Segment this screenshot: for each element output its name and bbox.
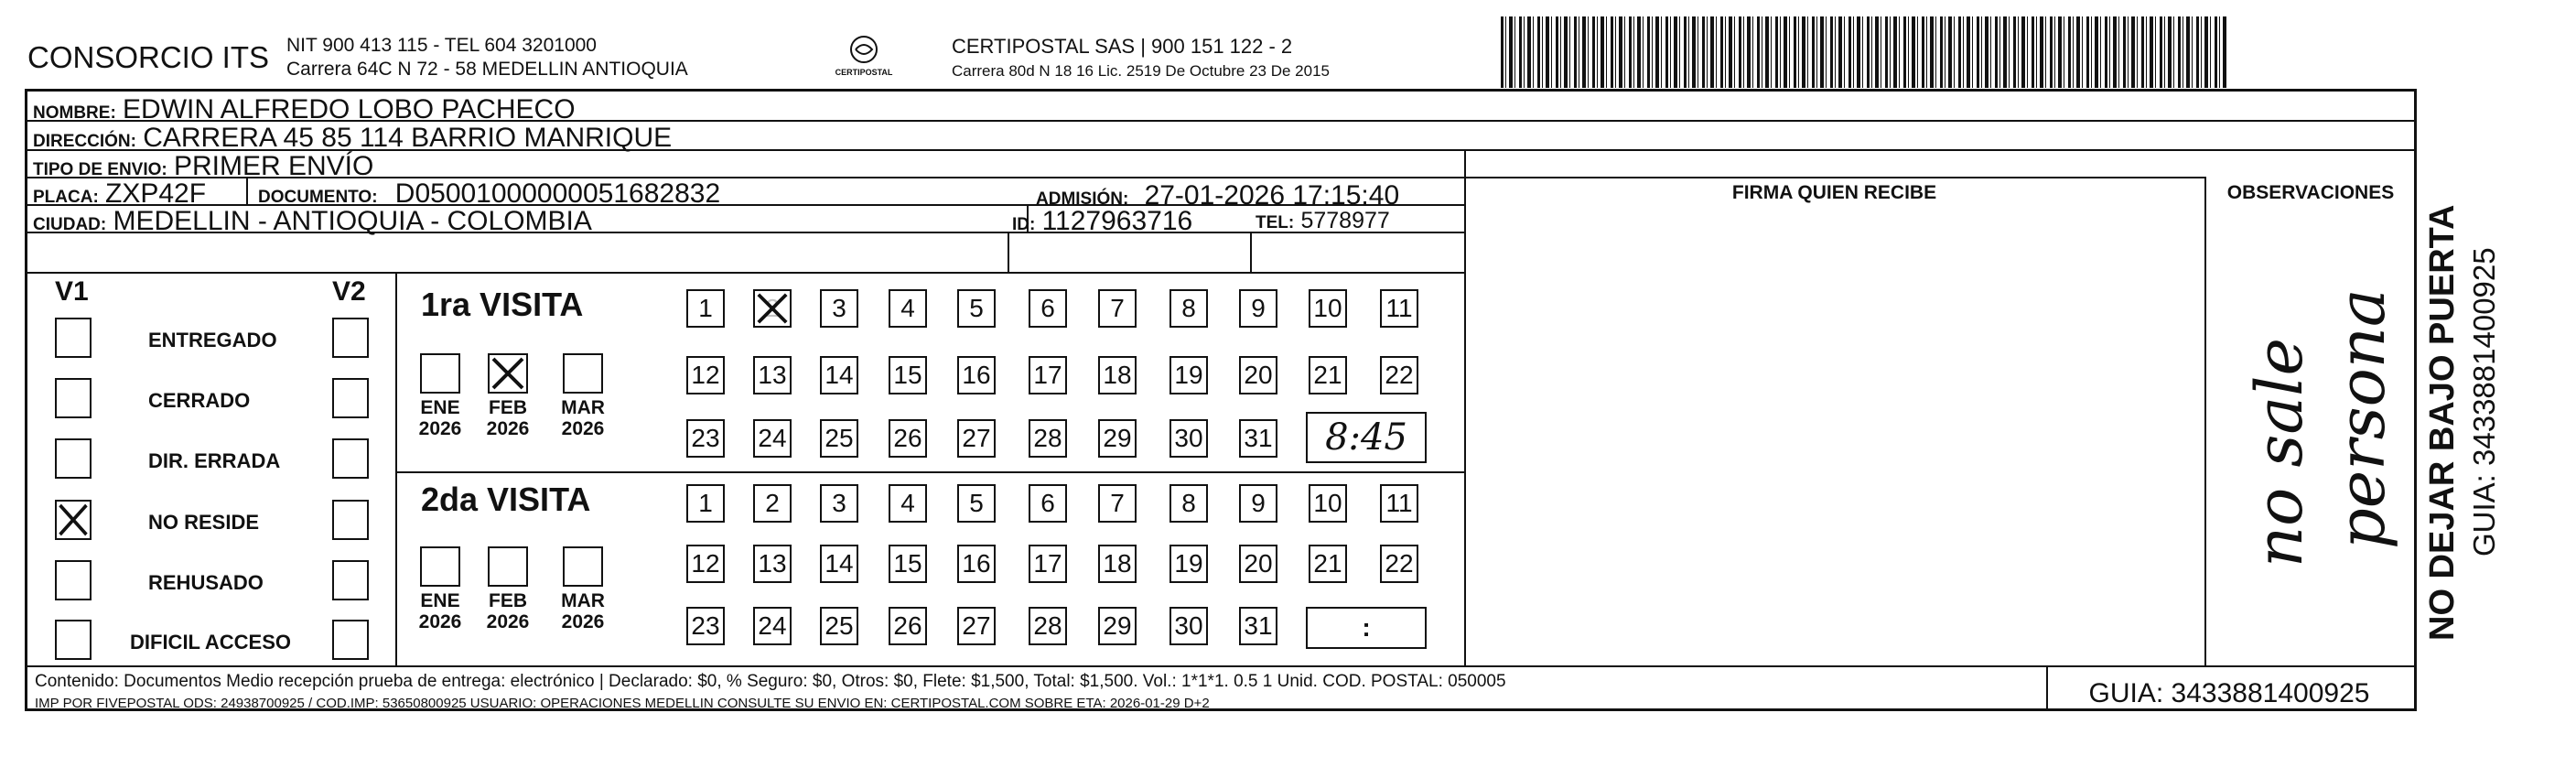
second-visit-day-26[interactable]	[889, 607, 927, 645]
ciudad-field	[33, 208, 592, 235]
first-visit-day-12[interactable]	[686, 356, 725, 394]
first-visit-month-ene-checkbox[interactable]	[420, 353, 460, 394]
first-visit-day-11-label: 11	[1385, 294, 1413, 322]
second-visit-day-22-label: 22	[1385, 549, 1414, 578]
first-visit-day-28-label: 28	[1033, 424, 1062, 452]
v2-checkbox-dificil-acceso[interactable]	[332, 620, 369, 660]
second-visit-day-15[interactable]	[889, 545, 927, 583]
second-visit-day-19[interactable]	[1169, 545, 1208, 583]
first-visit-day-20-label: 20	[1244, 361, 1273, 389]
first-visit-day-31-label: 31	[1244, 424, 1273, 452]
first-visit-month-ene-label: ENE 2026	[418, 397, 462, 440]
ciudad-label: CIUDAD:	[33, 215, 107, 234]
second-visit-day-13[interactable]	[753, 545, 792, 583]
first-visit-day-30[interactable]	[1169, 419, 1208, 458]
v1-checkbox-no-reside[interactable]	[55, 500, 92, 540]
first-visit-day-10-label: 10	[1313, 294, 1342, 322]
second-visit-day-10[interactable]	[1309, 484, 1347, 523]
v1-checkbox-cerrado[interactable]	[55, 378, 92, 418]
first-visit-day-18[interactable]	[1098, 356, 1137, 394]
company-nit: NIT 900 413 115 - TEL 604 3201000	[286, 35, 597, 56]
carrier-address: Carrera 80d N 18 16 Lic. 2519 De Octubre 23 De 2015	[952, 62, 1330, 80]
second-visit-day-30-label: 30	[1174, 611, 1203, 640]
first-visit-day-2-label: 2	[765, 294, 780, 322]
first-visit-day-21[interactable]	[1309, 356, 1347, 394]
second-visit-day-17-label: 17	[1033, 549, 1062, 578]
direccion-field	[33, 124, 672, 152]
nombre-value: EDWIN ALFREDO LOBO PACHECO	[123, 94, 576, 124]
firma-heading: FIRMA QUIEN RECIBE	[1731, 182, 1937, 203]
second-visit-month-feb-checkbox[interactable]	[488, 546, 528, 587]
second-visit-day-3[interactable]	[820, 484, 858, 523]
v2-checkbox-dir-errada[interactable]	[332, 438, 369, 479]
status-label-dificil-acceso: DIFICIL ACCESO	[130, 631, 292, 654]
second-visit-day-25-label: 25	[825, 611, 854, 640]
first-visit-day-26[interactable]	[889, 419, 927, 458]
first-visit-day-15-label: 15	[893, 361, 922, 389]
first-visit-day-6[interactable]	[1029, 289, 1067, 328]
first-visit-day-8-label: 8	[1181, 294, 1196, 322]
footer-guia: GUIA: 3433881400925	[2088, 678, 2370, 708]
first-visit-day-13[interactable]	[753, 356, 792, 394]
first-visit-time-box[interactable]	[1306, 412, 1427, 463]
status-label-dir-errada: DIR. ERRADA	[148, 449, 281, 472]
carrier-name: CERTIPOSTAL SAS | 900 151 122 - 2	[952, 35, 1293, 58]
second-visit-day-8-label: 8	[1181, 489, 1196, 517]
v1-checkbox-dificil-acceso[interactable]	[55, 620, 92, 660]
second-visit-day-14[interactable]	[820, 545, 858, 583]
second-visit-day-6-label: 6	[1040, 489, 1055, 517]
documento-field	[258, 180, 720, 208]
first-visit-day-5[interactable]	[957, 289, 996, 328]
second-visit-day-6[interactable]	[1029, 484, 1067, 523]
nombre-label: NOMBRE:	[33, 103, 116, 123]
first-visit-day-30-label: 30	[1174, 424, 1203, 452]
second-visit-day-23-label: 23	[691, 611, 720, 640]
first-visit-time-written: 8:45	[1325, 416, 1407, 459]
tel-field	[1256, 208, 1390, 232]
first-visit-day-16[interactable]	[957, 356, 996, 394]
first-visit-day-13-label: 13	[758, 361, 787, 389]
tipo-envio-value: PRIMER ENVÍO	[173, 151, 374, 181]
second-visit-day-25[interactable]	[820, 607, 858, 645]
placa-field	[33, 180, 206, 208]
first-visit-month-feb-label: FEB 2026	[486, 397, 530, 440]
v1-checkbox-rehusado[interactable]	[55, 560, 92, 600]
first-visit-day-14[interactable]	[820, 356, 858, 394]
tel-value: 5778977	[1300, 208, 1390, 233]
logo-text: CERTIPOSTAL	[835, 68, 893, 77]
second-visit-day-28[interactable]	[1029, 607, 1067, 645]
second-visit-day-29[interactable]	[1098, 607, 1137, 645]
admision-label: ADMISIÓN:	[1036, 189, 1129, 209]
second-visit-day-27[interactable]	[957, 607, 996, 645]
first-visit-day-17-label: 17	[1033, 361, 1062, 389]
nombre-field	[33, 96, 576, 124]
first-visit-day-9-label: 9	[1251, 294, 1266, 322]
second-visit-month-ene-checkbox[interactable]	[420, 546, 460, 587]
first-visit-day-31[interactable]	[1239, 419, 1277, 458]
second-visit-day-20-label: 20	[1244, 549, 1273, 578]
first-visit-day-1-label: 1	[698, 294, 713, 322]
second-visit-month-mar-label: MAR 2026	[561, 590, 605, 633]
second-visit-day-18[interactable]	[1098, 545, 1137, 583]
first-visit-day-7[interactable]	[1098, 289, 1137, 328]
second-visit-day-17[interactable]	[1029, 545, 1067, 583]
second-visit-day-31[interactable]	[1239, 607, 1277, 645]
second-visit-day-21-label: 21	[1313, 549, 1342, 578]
first-visit-day-11[interactable]	[1380, 289, 1418, 328]
first-visit-day-27[interactable]	[957, 419, 996, 458]
second-visit-day-23[interactable]	[686, 607, 725, 645]
second-visit-day-30[interactable]	[1169, 607, 1208, 645]
first-visit-day-17[interactable]	[1029, 356, 1067, 394]
first-visit-day-25-label: 25	[825, 424, 854, 452]
second-visit-month-mar-checkbox[interactable]	[563, 546, 603, 587]
second-visit-day-1[interactable]	[686, 484, 725, 523]
second-visit-day-13-label: 13	[758, 549, 787, 578]
first-visit-day-5-label: 5	[969, 294, 984, 322]
first-visit-day-22-label: 22	[1385, 361, 1414, 389]
first-visit-day-18-label: 18	[1103, 361, 1132, 389]
first-visit-day-6-label: 6	[1040, 294, 1055, 322]
v1-heading: V1	[55, 276, 89, 307]
second-visit-time-placeholder: :	[1362, 613, 1371, 642]
footer-imp: IMP POR FIVEPOSTAL ODS: 24938700925 / COD.IMP: 53650800925 USUARIO: OPERACIONES MEDELLIN CONSULTE SU ENVIO EN: CERTIPOSTAL.COM SOBRE ETA: 2026-01-29 D+2	[35, 696, 1210, 711]
first-visit-day-15[interactable]	[889, 356, 927, 394]
first-visit-day-19-label: 19	[1174, 361, 1203, 389]
first-visit-day-8[interactable]	[1169, 289, 1208, 328]
documento-value: D05001000000051682832	[394, 178, 721, 209]
documento-label: DOCUMENTO:	[258, 188, 378, 207]
first-visit-day-10[interactable]	[1309, 289, 1347, 328]
second-visit-day-16-label: 16	[962, 549, 991, 578]
first-visit-day-23-label: 23	[691, 424, 720, 452]
first-visit-day-24-label: 24	[758, 424, 787, 452]
observaciones-heading: OBSERVACIONES	[2226, 182, 2395, 203]
first-visit-day-14-label: 14	[825, 361, 854, 389]
second-visit-day-4[interactable]	[889, 484, 927, 523]
direccion-value: CARRERA 45 85 114 BARRIO MANRIQUE	[143, 123, 673, 153]
second-visit-day-2-label: 2	[765, 489, 780, 517]
first-visit-day-7-label: 7	[1110, 294, 1125, 322]
second-visit-day-18-label: 18	[1103, 549, 1132, 578]
first-visit-day-3[interactable]	[820, 289, 858, 328]
second-visit-month-feb-label: FEB 2026	[486, 590, 530, 633]
first-visit-day-22[interactable]	[1380, 356, 1418, 394]
second-visit-day-14-label: 14	[825, 549, 854, 578]
second-visit-month-ene-label: ENE 2026	[418, 590, 462, 633]
second-visit-day-5[interactable]	[957, 484, 996, 523]
second-visit-day-4-label: 4	[900, 489, 915, 517]
id-value: 1127963716	[1041, 206, 1193, 236]
first-visit-month-mar-checkbox[interactable]	[563, 353, 603, 394]
second-visit-day-1-label: 1	[698, 489, 713, 517]
id-field	[1012, 208, 1192, 235]
second-visit-title: 2da VISITA	[421, 481, 591, 518]
first-visit-month-mar-label: MAR 2026	[561, 397, 605, 440]
first-visit-day-26-label: 26	[893, 424, 922, 452]
second-visit-day-7[interactable]	[1098, 484, 1137, 523]
second-visit-day-22[interactable]	[1380, 545, 1418, 583]
side-guia-number: GUIA: 3433881400925	[2467, 247, 2501, 556]
admision-value: 27-01-2026 17:15:40	[1144, 180, 1400, 211]
status-label-entregado: ENTREGADO	[148, 329, 277, 351]
v1-checkbox-entregado[interactable]	[55, 318, 92, 358]
first-visit-day-29[interactable]	[1098, 419, 1137, 458]
second-visit-day-24-label: 24	[758, 611, 787, 640]
second-visit-day-31-label: 31	[1244, 611, 1273, 640]
placa-label: PLACA:	[33, 188, 99, 207]
first-visit-day-24[interactable]	[753, 419, 792, 458]
tel-label: TEL:	[1256, 213, 1295, 232]
v2-checkbox-entregado[interactable]	[332, 318, 369, 358]
second-visit-day-26-label: 26	[893, 611, 922, 640]
company-address: Carrera 64C N 72 - 58 MEDELLIN ANTIOQUIA	[286, 59, 688, 80]
no-dejar-bajo-puerta: NO DEJAR BAJO PUERTA	[2423, 204, 2462, 641]
v2-checkbox-rehusado[interactable]	[332, 560, 369, 600]
first-visit-day-28[interactable]	[1029, 419, 1067, 458]
first-visit-day-21-label: 21	[1313, 361, 1342, 389]
v2-checkbox-no-reside[interactable]	[332, 500, 369, 540]
first-visit-day-29-label: 29	[1103, 424, 1132, 452]
first-visit-title: 1ra VISITA	[421, 286, 584, 323]
first-visit-day-4[interactable]	[889, 289, 927, 328]
first-visit-day-27-label: 27	[962, 424, 991, 452]
first-visit-day-4-label: 4	[900, 294, 915, 322]
second-visit-day-24[interactable]	[753, 607, 792, 645]
second-visit-day-11-label: 11	[1385, 489, 1413, 517]
status-label-no-reside: NO RESIDE	[148, 511, 260, 534]
first-visit-day-2[interactable]	[753, 289, 792, 328]
v2-checkbox-cerrado[interactable]	[332, 378, 369, 418]
id-label: ID:	[1012, 215, 1036, 234]
second-visit-day-19-label: 19	[1174, 549, 1203, 578]
second-visit-day-8[interactable]	[1169, 484, 1208, 523]
status-label-rehusado: REHUSADO	[148, 571, 264, 594]
second-visit-day-9-label: 9	[1251, 489, 1266, 517]
second-visit-day-11[interactable]	[1380, 484, 1418, 523]
first-visit-day-12-label: 12	[691, 361, 720, 389]
tipo-envio-field	[33, 153, 373, 180]
second-visit-day-21[interactable]	[1309, 545, 1347, 583]
first-visit-day-16-label: 16	[962, 361, 991, 389]
first-visit-day-19[interactable]	[1169, 356, 1208, 394]
footer-contenido: Contenido: Documentos Medio recepción prueba de entrega: electrónico | Declarado: $0, % Seguro: $0, Otros: $0, Flete: $1,500, Total: $1,500. Vol.: 1*1*1. 0.5 1 Unid. COD. POSTAL: 050005	[35, 672, 1506, 691]
placa-value: ZXP42F	[105, 178, 207, 209]
second-visit-day-20[interactable]	[1239, 545, 1277, 583]
second-visit-day-15-label: 15	[893, 549, 922, 578]
v1-checkbox-dir-errada[interactable]	[55, 438, 92, 479]
status-label-cerrado: CERRADO	[148, 389, 251, 412]
direccion-label: DIRECCIÓN:	[33, 132, 136, 151]
tipo-envio-label: TIPO DE ENVIO:	[33, 160, 167, 179]
first-visit-day-25[interactable]	[820, 419, 858, 458]
second-visit-day-27-label: 27	[962, 611, 991, 640]
second-visit-day-7-label: 7	[1110, 489, 1125, 517]
second-visit-day-10-label: 10	[1313, 489, 1342, 517]
second-visit-day-12[interactable]	[686, 545, 725, 583]
second-visit-day-12-label: 12	[691, 549, 720, 578]
first-visit-day-9[interactable]	[1239, 289, 1277, 328]
second-visit-day-9[interactable]	[1239, 484, 1277, 523]
second-visit-time-box[interactable]	[1306, 607, 1427, 649]
first-visit-month-feb-checkbox[interactable]	[488, 353, 528, 394]
second-visit-day-3-label: 3	[832, 489, 846, 517]
company-name: CONSORCIO ITS	[27, 40, 270, 74]
observaciones-handwriting-2: persona	[2324, 288, 2399, 549]
first-visit-day-1[interactable]	[686, 289, 725, 328]
first-visit-day-20[interactable]	[1239, 356, 1277, 394]
first-visit-day-23[interactable]	[686, 419, 725, 458]
first-visit-day-3-label: 3	[832, 294, 846, 322]
second-visit-day-29-label: 29	[1103, 611, 1132, 640]
v2-heading: V2	[332, 276, 366, 307]
ciudad-value: MEDELLIN - ANTIOQUIA - COLOMBIA	[113, 206, 592, 236]
second-visit-day-5-label: 5	[969, 489, 984, 517]
second-visit-day-2[interactable]	[753, 484, 792, 523]
barcode	[1501, 16, 2227, 88]
certipostal-logo	[828, 33, 900, 84]
observaciones-handwriting-1: no sale	[2242, 338, 2317, 567]
second-visit-day-16[interactable]	[957, 545, 996, 583]
second-visit-day-28-label: 28	[1033, 611, 1062, 640]
